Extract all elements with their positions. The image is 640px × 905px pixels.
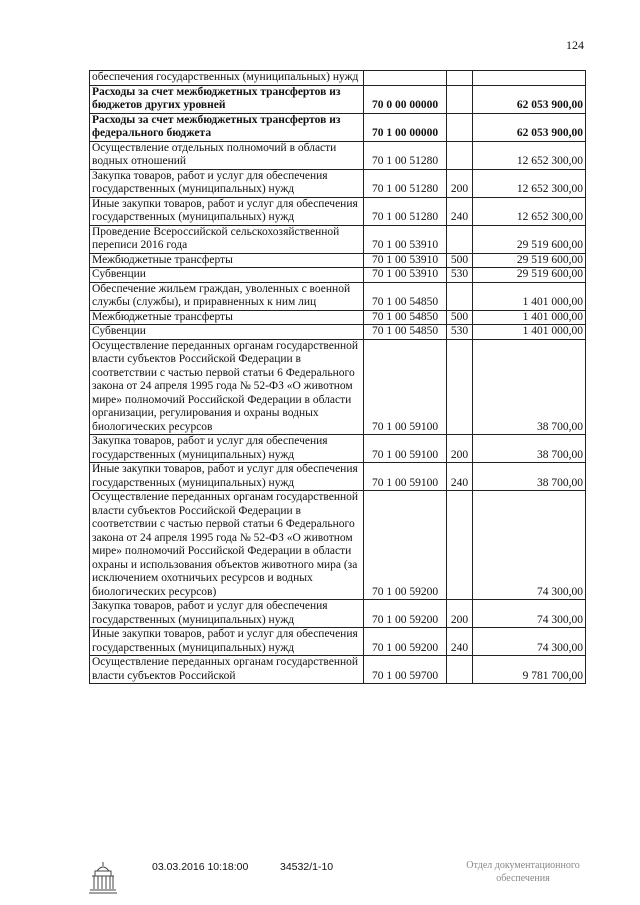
row-code: 70 1 00 00000 (364, 113, 447, 141)
table-row (90, 435, 586, 463)
row-name: Иные закупки товаров, работ и услуг для обеспечения государственных (муниципальных) нужд (90, 197, 364, 225)
row-type (447, 225, 473, 253)
row-code: 70 1 00 59200 (364, 628, 447, 656)
table-row (90, 85, 586, 113)
row-name: Межбюджетные трансферты (90, 253, 364, 268)
table-row (90, 310, 586, 325)
row-code: 70 1 00 59100 (364, 463, 447, 491)
row-name: Субвенции (90, 268, 364, 283)
table-row (90, 225, 586, 253)
row-code: 70 1 00 51280 (364, 197, 447, 225)
table-row (90, 282, 586, 310)
row-type (447, 491, 473, 600)
table-row (90, 656, 586, 684)
emblem-logo (88, 859, 118, 895)
row-name: Расходы за счет межбюджетных трансфертов из бюджетов других уровней (90, 85, 364, 113)
row-type: 530 (447, 325, 473, 340)
row-amount: 12 652 300,00 (473, 141, 586, 169)
row-name: Закупка товаров, работ и услуг для обеспечения государственных (муниципальных) нужд (90, 600, 364, 628)
row-type (447, 656, 473, 684)
row-name: Осуществление переданных органам государственной власти субъектов Российской (90, 656, 364, 684)
row-amount: 74 300,00 (473, 628, 586, 656)
row-code (364, 71, 447, 86)
row-type: 240 (447, 628, 473, 656)
row-type: 240 (447, 197, 473, 225)
table-row (90, 628, 586, 656)
stamp-line-1: Отдел документационного (466, 860, 580, 871)
row-amount: 29 519 600,00 (473, 268, 586, 283)
row-type: 500 (447, 253, 473, 268)
row-code: 70 1 00 59100 (364, 435, 447, 463)
budget-table-body (90, 71, 586, 684)
table-row (90, 197, 586, 225)
row-amount: 1 401 000,00 (473, 310, 586, 325)
row-amount: 74 300,00 (473, 491, 586, 600)
row-type: 500 (447, 310, 473, 325)
row-name: Проведение Всероссийской сельскохозяйственной переписи 2016 года (90, 225, 364, 253)
row-code: 70 1 00 59100 (364, 339, 447, 435)
row-name: Субвенции (90, 325, 364, 340)
table-row (90, 71, 586, 86)
row-amount: 9 781 700,00 (473, 656, 586, 684)
footer-doc-number: 34532/1-10 (280, 861, 334, 873)
row-type (447, 339, 473, 435)
row-name: Межбюджетные трансферты (90, 310, 364, 325)
row-name: Закупка товаров, работ и услуг для обеспечения государственных (муниципальных) нужд (90, 435, 364, 463)
row-code: 70 1 00 53910 (364, 253, 447, 268)
page-number: 124 (566, 38, 584, 52)
row-amount: 1 401 000,00 (473, 282, 586, 310)
table-row (90, 463, 586, 491)
table-row (90, 325, 586, 340)
row-code: 70 1 00 59200 (364, 600, 447, 628)
row-type (447, 71, 473, 86)
row-name: Осуществление переданных органам государственной власти субъектов Российской Федерации в соответствии с частью первой статьи 6 Федерального закона от 24 апреля 1995 года № 52-ФЗ «О животном мире» полномочий Российской Федерации в области охраны и использования объектов животного мира (за исключением охотничьих ресурсов и водных биологических ресурсов) (90, 491, 364, 600)
row-code: 70 1 00 53910 (364, 225, 447, 253)
table-row (90, 600, 586, 628)
row-code: 70 1 00 59700 (364, 656, 447, 684)
footer-timestamp: 03.03.2016 10:18:00 (152, 861, 249, 873)
department-stamp (448, 859, 598, 885)
row-amount: 29 519 600,00 (473, 253, 586, 268)
row-amount: 62 053 900,00 (473, 85, 586, 113)
row-amount: 12 652 300,00 (473, 197, 586, 225)
stamp-line-2: обеспечения (496, 873, 550, 884)
row-type: 200 (447, 435, 473, 463)
row-name: Осуществление переданных органам государственной власти субъектов Российской Федерации в соответствии с частью первой статьи 6 Федерального закона от 24 апреля 1995 года № 52-ФЗ «О животном мире» полномочий Российской Федерации в области организации, регулирования и охраны водных биологических ресурсов (90, 339, 364, 435)
row-amount: 74 300,00 (473, 600, 586, 628)
row-amount: 62 053 900,00 (473, 113, 586, 141)
table-row (90, 339, 586, 435)
row-name: Осуществление отдельных полномочий в области водных отношений (90, 141, 364, 169)
row-type (447, 141, 473, 169)
row-type (447, 85, 473, 113)
row-name: Расходы за счет межбюджетных трансфертов из федерального бюджета (90, 113, 364, 141)
row-code: 70 1 00 59200 (364, 491, 447, 600)
row-type: 200 (447, 600, 473, 628)
row-amount: 29 519 600,00 (473, 225, 586, 253)
row-name: обеспечения государственных (муниципальных) нужд (90, 71, 364, 86)
row-type (447, 113, 473, 141)
row-code: 70 1 00 51280 (364, 141, 447, 169)
row-amount: 12 652 300,00 (473, 169, 586, 197)
row-type: 240 (447, 463, 473, 491)
budget-table (89, 70, 586, 684)
row-type: 530 (447, 268, 473, 283)
row-name: Иные закупки товаров, работ и услуг для обеспечения государственных (муниципальных) нужд (90, 463, 364, 491)
row-name: Обеспечение жильем граждан, уволенных с военной службы (службы), и приравненных к ним лиц (90, 282, 364, 310)
table-row (90, 169, 586, 197)
table-row (90, 253, 586, 268)
row-amount: 1 401 000,00 (473, 325, 586, 340)
row-amount: 38 700,00 (473, 339, 586, 435)
row-amount: 38 700,00 (473, 463, 586, 491)
row-name: Иные закупки товаров, работ и услуг для обеспечения государственных (муниципальных) нужд (90, 628, 364, 656)
row-code: 70 0 00 00000 (364, 85, 447, 113)
page-footer (0, 859, 640, 899)
row-code: 70 1 00 54850 (364, 325, 447, 340)
row-code: 70 1 00 54850 (364, 282, 447, 310)
table-row (90, 141, 586, 169)
table-row (90, 268, 586, 283)
table-row (90, 113, 586, 141)
row-code: 70 1 00 53910 (364, 268, 447, 283)
row-amount: 38 700,00 (473, 435, 586, 463)
row-type (447, 282, 473, 310)
row-name: Закупка товаров, работ и услуг для обеспечения государственных (муниципальных) нужд (90, 169, 364, 197)
row-code: 70 1 00 51280 (364, 169, 447, 197)
table-row (90, 491, 586, 600)
row-code: 70 1 00 54850 (364, 310, 447, 325)
row-type: 200 (447, 169, 473, 197)
row-amount (473, 71, 586, 86)
